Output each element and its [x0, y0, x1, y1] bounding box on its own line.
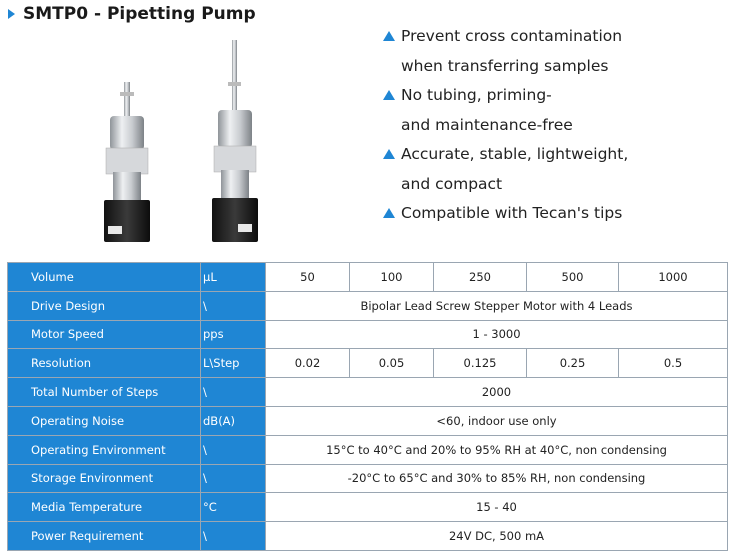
spec-row-noise [8, 406, 728, 435]
spec-unit: \ [201, 522, 266, 551]
spec-value: 15°C to 40°C and 20% to 95% RH at 40°C, non condensing [266, 435, 728, 464]
spec-unit: L\Step [201, 349, 266, 378]
spec-value: 24V DC, 500 mA [266, 522, 728, 551]
spec-row-operating-env [8, 435, 728, 464]
spec-unit: \ [201, 378, 266, 407]
spec-row-media-temp [8, 493, 728, 522]
spec-value: 0.5 [619, 349, 728, 378]
bullet-triangle-icon [383, 90, 395, 100]
spec-row-storage-env [8, 464, 728, 493]
spec-value: 500 [527, 263, 619, 292]
spec-label: Operating Noise [8, 406, 201, 435]
spec-label: Power Requirement [8, 522, 201, 551]
spec-value: 100 [350, 263, 434, 292]
spec-row-steps [8, 378, 728, 407]
spec-value: 1 - 3000 [266, 320, 728, 349]
product-image [80, 0, 380, 250]
spec-unit: \ [201, 291, 266, 320]
spec-value: 1000 [619, 263, 728, 292]
spec-row-power [8, 522, 728, 551]
spec-label: Operating Environment [8, 435, 201, 464]
spec-label: Motor Speed [8, 320, 201, 349]
bullet-triangle-icon [383, 31, 395, 41]
spec-value: Bipolar Lead Screw Stepper Motor with 4 Leads [266, 291, 728, 320]
spec-label: Storage Environment [8, 464, 201, 493]
spec-value: 2000 [266, 378, 728, 407]
spec-label: Resolution [8, 349, 201, 378]
spec-unit: dB(A) [201, 406, 266, 435]
spec-unit: \ [201, 435, 266, 464]
spec-row-resolution [8, 349, 728, 378]
spec-value: 250 [434, 263, 527, 292]
bullet-triangle-icon [383, 149, 395, 159]
feature-list [383, 22, 628, 229]
spec-value: 0.125 [434, 349, 527, 378]
spec-value: 0.05 [350, 349, 434, 378]
feature-item: No tubing, priming- and maintenance-free [383, 81, 628, 140]
spec-value: 50 [266, 263, 350, 292]
spec-value: 15 - 40 [266, 493, 728, 522]
spec-value: 0.02 [266, 349, 350, 378]
spec-row-volume [8, 263, 728, 292]
spec-unit: \ [201, 464, 266, 493]
feature-item: Compatible with Tecan's tips [383, 199, 628, 229]
spec-row-speed [8, 320, 728, 349]
spec-value: 0.25 [527, 349, 619, 378]
bullet-triangle-icon [383, 208, 395, 218]
spec-table [7, 262, 728, 551]
page-title-text: SMTP0 - Pipetting Pump [23, 4, 256, 24]
spec-value: <60, indoor use only [266, 406, 728, 435]
spec-label: Total Number of Steps [8, 378, 201, 407]
spec-unit: pps [201, 320, 266, 349]
spec-label: Drive Design [8, 291, 201, 320]
pump-large [212, 40, 258, 242]
title-arrow-icon [8, 9, 15, 19]
spec-unit: °C [201, 493, 266, 522]
spec-unit: μL [201, 263, 266, 292]
spec-label: Volume [8, 263, 201, 292]
feature-item: Prevent cross contamination when transferring samples [383, 22, 628, 81]
spec-label: Media Temperature [8, 493, 201, 522]
spec-row-drive [8, 291, 728, 320]
spec-value: -20°C to 65°C and 30% to 85% RH, non condensing [266, 464, 728, 493]
pump-small [104, 82, 150, 242]
feature-item: Accurate, stable, lightweight, and compact [383, 140, 628, 199]
